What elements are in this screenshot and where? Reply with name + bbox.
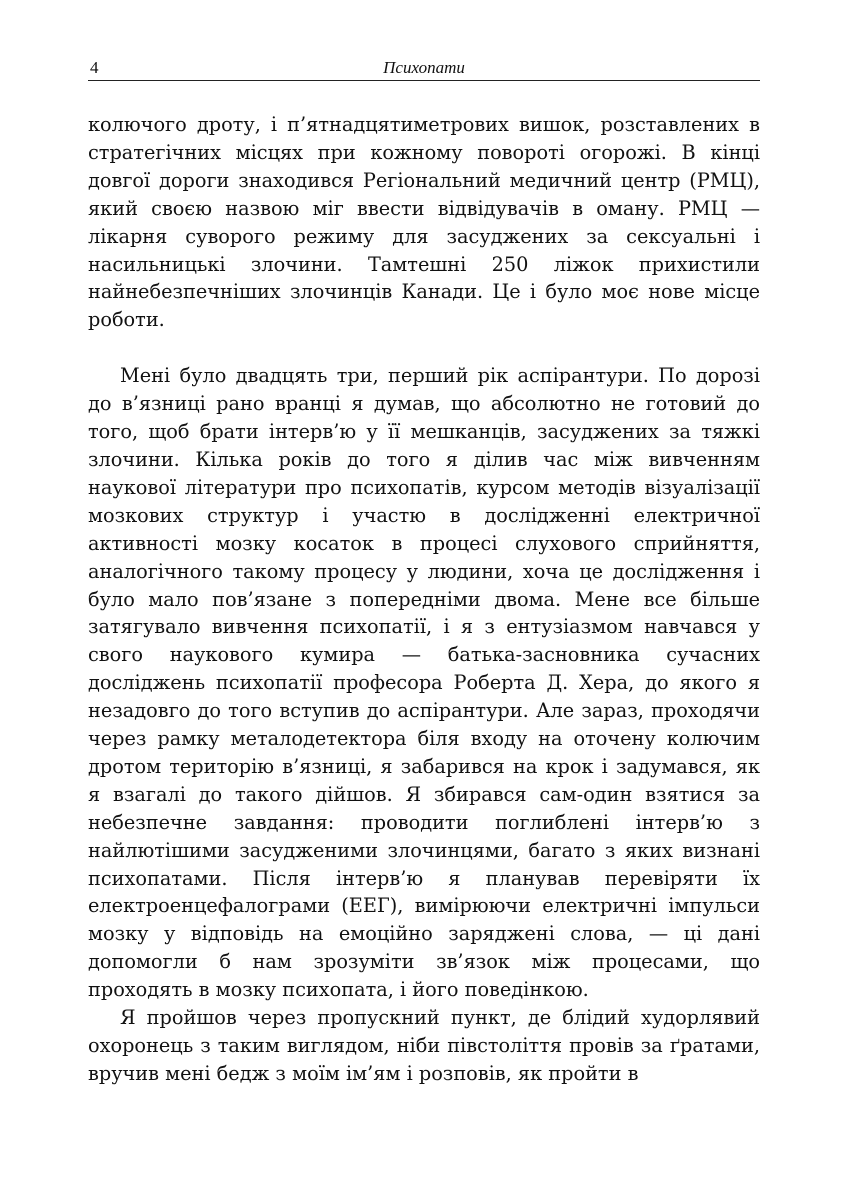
page-number: 4 xyxy=(90,58,99,77)
body-text xyxy=(88,111,760,1088)
running-title: Психопати xyxy=(383,58,465,77)
paragraph: Мені було двадцять три, перший рік аспірантури. По дорозі до в’язниці рано вранці я думав, що абсолютно не готовий до того, щоб брати інтерв’ю у її мешканців, засуджених за тяжкі злочини. Кілька років до того я ділив час між вивченням наукової літератури про психопатів, курсом методів візуалізації мозкових структур і участю в дослідженні електричної активності мозку косаток в процесі слухового сприйняття, аналогічного такому процесу у людини, хоча це дослідження і було мало пов’язане з попередніми двома. Мене все більше затягувало вивчення психопатії, і я з ентузіазмом навчався у свого наукового кумира — батька-засновника сучасних досліджень психопатії професора Роберта Д. Хера, до якого я незадовго до того вступив до аспірантури. Але зараз, проходячи через рамку металодетектора біля входу на оточену колючим дротом територію в’язниці, я забарився на крок і задумався, як я взагалі до такого дійшов. Я збирався сам-один взятися за небезпечне завдання: проводити поглиблені інтерв’ю з найлютішими засудженими злочинцями, багато з яких визнані психопатами. Після інтерв’ю я планував перевіряти їх електроенцефалограми (ЕЕГ), вимірюючи електричні імпульси мозку у відповідь на емоційно заряджені слова, — ці дані допомогли б нам зрозуміти зв’язок між процесами, що проходять в мозку психопата, і його поведінкою. xyxy=(88,364,760,1002)
running-header xyxy=(88,56,760,81)
paragraph-continued: колючого дроту, і п’ятнадцятиметрових вишок, розставлених в стратегічних місцях при кожному повороті огорожі. В кінці довгої дороги знаходився Регіональний медичний центр (РМЦ), який своєю назвою міг ввести відвідувачів в оману. РМЦ — лікарня суворого режиму для засуджених за сексуальні і насильницькі злочини. Тамтешні 250 ліжок прихистили найнебезпечніших злочинців Канади. Це і було моє нове місце роботи. xyxy=(88,113,760,332)
paragraph: Я пройшов через пропускний пункт, де блідий худорлявий охоронець з таким виглядом, ніби півстоліття провів за ґратами, вручив мені бедж з моїм ім’ям і розповів, як пройти в xyxy=(88,1006,760,1085)
book-page xyxy=(88,56,760,1088)
